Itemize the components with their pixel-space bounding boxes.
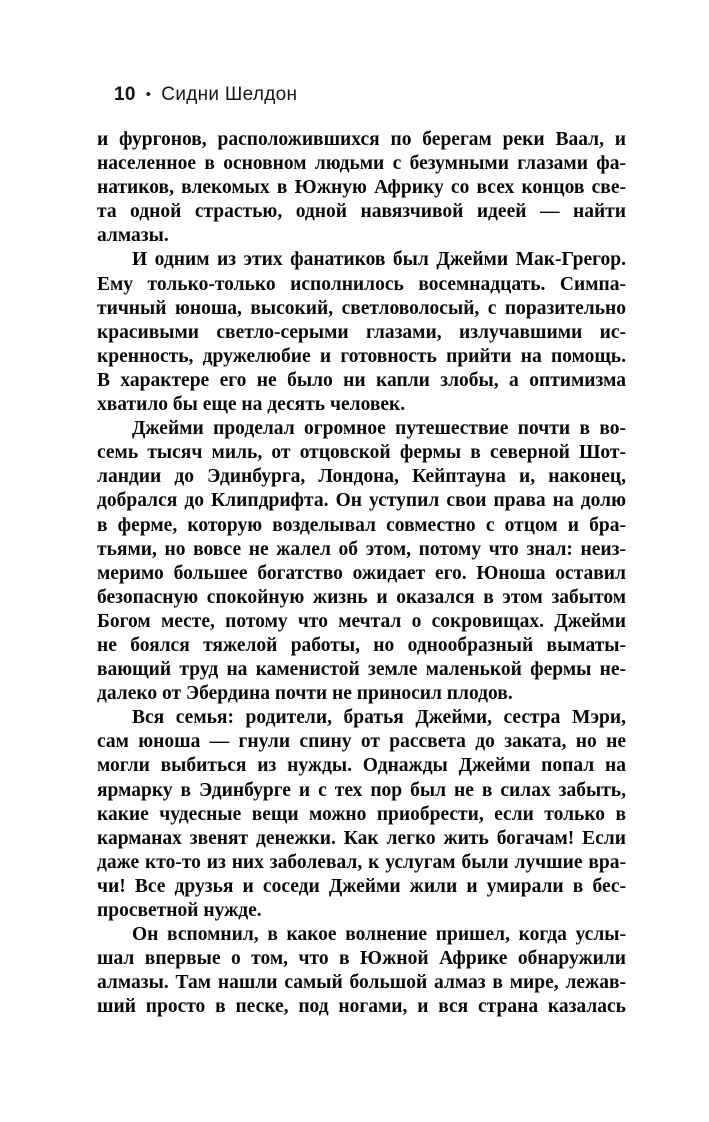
text-line: Богом месте, потому что мечтал о сокровищах. Джейми [97,610,626,632]
text-line: какие чудесные вещи можно приобрести, если только в [97,803,626,825]
text-line: кренность, дружелюбие и готовность прийти на помощь. [97,345,626,367]
text-line: тьями, но вовсе не жалел об этом, потому что знал: неиз- [97,538,626,560]
paragraph [97,417,626,706]
text-line: населенное в основном людьми с безумными глазами фа- [97,153,626,175]
text-line: красивыми светло-серыми глазами, излучавшими ис- [97,321,626,343]
text-line: ший просто в песке, под ногами, и вся страна казалась [97,996,626,1018]
bullet-separator: • [145,86,152,103]
running-title: Сидни Шелдон [161,84,298,105]
text-line: карманах звенят денежки. Как легко жить богачам! Если [97,827,626,849]
text-line: в ферме, которую возделывал совместно с отцом и бра- [97,514,626,536]
text-line: алмазы. [97,225,169,247]
text-line: Вся семья: родители, братья Джейми, сестра Мэри, [132,707,626,729]
text-line: тичный юноша, высокий, светловолосый, с поразительно [97,297,626,319]
text-line: ярмарку в Эдинбурге и с тех пор был не в силах забыть, [97,779,626,801]
text-line: Джейми проделал огромное путешествие почти в во- [132,418,626,440]
text-line: и фургонов, расположившихся по берегам реки Ваал, и [97,129,626,150]
paragraph [97,923,626,1019]
text-line: далеко от Эбердина почти не приносил плодов. [97,683,513,705]
text-line: не боялся тяжелой работы, но однообразный выматы- [97,634,626,656]
text-line: хватило бы еще на десять человек. [97,394,406,416]
paragraph [97,128,626,248]
text-line: Он вспомнил, в какое волнение пришел, когда услы- [132,924,626,946]
text-line: В характере его не было ни капли злобы, а оптимизма [97,369,626,391]
text-line: Ему только-только исполнилось восемнадцать. Симпа- [97,273,626,295]
page-number: 10 [114,84,136,105]
text-line: ландии до Эдинбурга, Лондона, Кейптауна и, наконец, [97,466,626,488]
text-line: семь тысяч миль, от отцовской фермы в северной Шот- [97,442,626,464]
text-line: И одним из этих фанатиков был Джейми Мак-Грегор. [132,249,626,271]
text-line: алмазы. Там нашли самый большой алмаз в мире, лежав- [97,972,626,994]
text-line: сам юноша — гнули спину от рассвета до заката, но не [97,731,626,753]
page-body [97,128,626,1019]
text-line: добрался до Клипдрифта. Он уступил свои права на долю [97,490,626,512]
text-line: просветной нужде. [97,900,262,921]
text-line: чи! Все друзья и соседи Джейми жили и умирали в бес- [97,875,626,897]
paragraph [97,248,626,417]
text-line: могли выбиться из нужды. Однажды Джейми попал на [97,755,626,777]
text-line: вающий труд на каменистой земле маленькой фермы не- [97,659,626,681]
page-header [114,85,297,105]
text-line: даже кто-то из них заболевал, к услугам были лучшие вра- [97,851,626,873]
text-line: та одной страстью, одной навязчивой идеей — найти [97,201,626,223]
text-line: безопасную спокойную жизнь и оказался в этом забытом [97,586,626,608]
paragraph [97,706,626,923]
text-line: меримо большее богатство ожидает его. Юноша оставил [97,562,626,584]
text-line: шал впервые о том, что в Южной Африке обнаружили [97,948,626,970]
text-line: натиков, влекомых в Южную Африку со всех концов све- [97,177,626,199]
